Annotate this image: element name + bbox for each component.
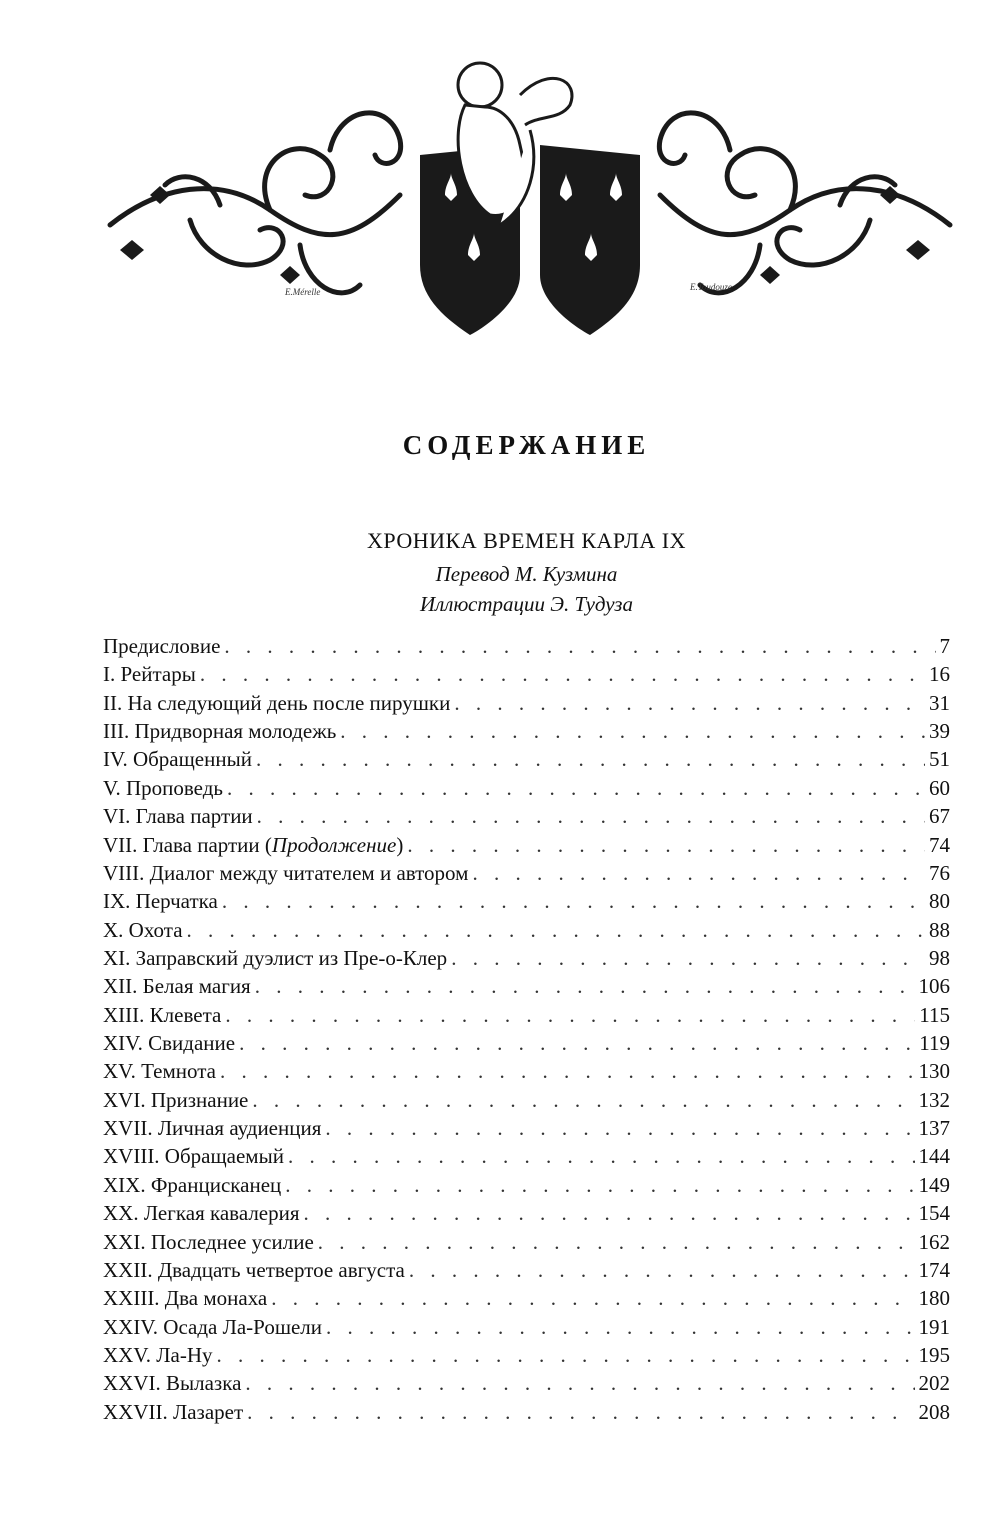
toc-entry[interactable] [103,887,950,915]
toc-entry-title: I. Рейтары [103,662,196,687]
toc-entry-title: XII. Белая магия [103,974,251,999]
toc-entry-page: 180 [918,1286,950,1311]
toc-entry-page: 88 [929,917,950,942]
toc-entry[interactable] [103,717,950,745]
toc-entry-page: 137 [918,1116,950,1141]
toc-entry-page: 60 [929,775,950,800]
dot-leader [225,1001,915,1029]
toc-entry-title: XX. Легкая кавалерия [103,1201,300,1226]
toc-entry-title: XVII. Личная аудиенция [103,1116,322,1141]
toc-entry-title: II. На следующий день после пирушки [103,690,451,715]
toc-entry-title: IV. Обращенный [103,747,252,772]
dot-leader [454,689,925,717]
vignette-drawing [100,45,960,345]
dot-leader [472,859,925,887]
ornamental-vignette [100,45,960,345]
dot-leader [245,1369,914,1397]
toc-entry-page: 174 [918,1257,950,1282]
toc-entry[interactable] [103,1029,950,1057]
dot-leader [239,1029,915,1057]
toc-entry-title: XXVII. Лазарет [103,1399,244,1424]
dot-leader [257,802,925,830]
toc-entry[interactable] [103,1341,950,1369]
table-of-contents [103,632,950,1426]
toc-entry[interactable] [103,1199,950,1227]
dot-leader [227,774,925,802]
toc-entry[interactable] [103,1001,950,1029]
toc-entry-page: 74 [929,832,950,857]
toc-entry-page: 67 [929,804,950,829]
toc-entry-page: 39 [929,719,950,744]
toc-entry[interactable] [103,660,950,688]
dot-leader [326,1313,914,1341]
dot-leader [217,1341,915,1369]
toc-entry-title: VIII. Диалог между читателем и автором [103,860,469,885]
toc-entry[interactable] [103,1171,950,1199]
toc-entry-page: 115 [919,1002,950,1027]
toc-entry[interactable] [103,944,950,972]
dot-leader [409,1256,915,1284]
toc-entry-page: 51 [929,747,950,772]
dot-leader [255,972,915,1000]
toc-entry-title: XXI. Последнее усилие [103,1229,314,1254]
toc-entry-title: XXIV. Осада Ла-Рошели [103,1314,323,1339]
dot-leader [325,1114,914,1142]
toc-entry[interactable] [103,1142,950,1170]
toc-entry-title: XI. Заправский дуэлист из Пре-о-Клер [103,945,448,970]
dot-leader [451,944,925,972]
toc-entry[interactable] [103,1114,950,1142]
dot-leader [340,717,925,745]
page-title: СОДЕРЖАНИЕ [402,430,651,460]
toc-entry[interactable] [103,745,950,773]
toc-entry-title: V. Проповедь [103,775,223,800]
toc-entry-page: 76 [929,860,950,885]
toc-entry[interactable] [103,689,950,717]
toc-entry-page: 98 [929,945,950,970]
toc-entry[interactable] [103,1086,950,1114]
toc-entry-title: XVIII. Обращаемый [103,1144,284,1169]
signature-right: E.Toudouze [690,282,732,292]
toc-entry[interactable] [103,1256,950,1284]
toc-entry[interactable] [103,1369,950,1397]
dot-leader [247,1398,914,1426]
toc-entry-page: 31 [929,690,950,715]
toc-entry-page: 130 [918,1059,950,1084]
toc-entry-title: III. Придворная молодежь [103,719,337,744]
toc-entry[interactable] [103,632,950,660]
toc-entry[interactable] [103,802,950,830]
toc-entry-title: X. Охота [103,917,183,942]
dot-leader [271,1284,914,1312]
dot-leader [200,660,925,688]
toc-entry-title: XVI. Признание [103,1087,249,1112]
toc-entry-title: VI. Глава партии [103,804,253,829]
toc-entry-title: XIII. Клевета [103,1002,222,1027]
dot-leader [285,1171,914,1199]
toc-entry-page: 191 [918,1314,950,1339]
toc-entry[interactable] [103,916,950,944]
dot-leader [407,831,925,859]
toc-entry[interactable] [103,972,950,1000]
toc-entry-title: XXVI. Вылазка [103,1371,242,1396]
toc-entry-page: 195 [918,1342,950,1367]
toc-entry-page: 149 [918,1172,950,1197]
toc-entry-page: 106 [918,974,950,999]
dot-leader [224,632,935,660]
dot-leader [288,1142,915,1170]
dot-leader [220,1057,915,1085]
toc-entry-page: 80 [929,889,950,914]
toc-entry-page: 154 [918,1201,950,1226]
toc-entry-title: XXII. Двадцать четвертое августа [103,1257,405,1282]
toc-entry[interactable] [103,1398,950,1426]
toc-entry-page: 132 [918,1087,950,1112]
toc-entry-title: XV. Темнота [103,1059,216,1084]
dot-leader [187,916,925,944]
toc-entry-page: 119 [919,1031,950,1056]
toc-entry-title: XXV. Ла-Ну [103,1342,213,1367]
toc-entry[interactable] [103,1284,950,1312]
toc-entry-page: 208 [918,1399,950,1424]
toc-entry-title: XIX. Францисканец [103,1172,282,1197]
toc-entry[interactable] [103,831,950,859]
toc-entry-title: XXIII. Два монаха [103,1286,268,1311]
toc-entry[interactable] [103,1228,950,1256]
toc-entry[interactable] [103,1057,950,1085]
toc-entry-page: 144 [918,1144,950,1169]
toc-entry-title: IX. Перчатка [103,889,218,914]
dot-leader [222,887,925,915]
toc-entry-page: 7 [939,634,950,658]
toc-entry[interactable] [103,1313,950,1341]
dot-leader [304,1199,915,1227]
dot-leader [256,745,925,773]
signature-left: E.Mérelle [285,287,321,297]
toc-entry-title: XIV. Свидание [103,1031,236,1056]
toc-entry-title: Предисловие [103,634,221,658]
work-title: ХРОНИКА ВРЕМЕН КАРЛА IX [366,528,687,553]
toc-entry[interactable] [103,859,950,887]
illustrator-credit: Иллюстрации Э. Тудуза [419,592,633,616]
translator-credit: Перевод М. Кузмина [435,562,618,586]
dot-leader [318,1228,915,1256]
toc-entry-page: 162 [918,1229,950,1254]
toc-entry-page: 202 [918,1371,950,1396]
toc-entry-title: VII. Глава партии (Продолжение) [103,832,404,857]
toc-entry[interactable] [103,774,950,802]
toc-entry-page: 16 [929,662,950,687]
dot-leader [252,1086,914,1114]
